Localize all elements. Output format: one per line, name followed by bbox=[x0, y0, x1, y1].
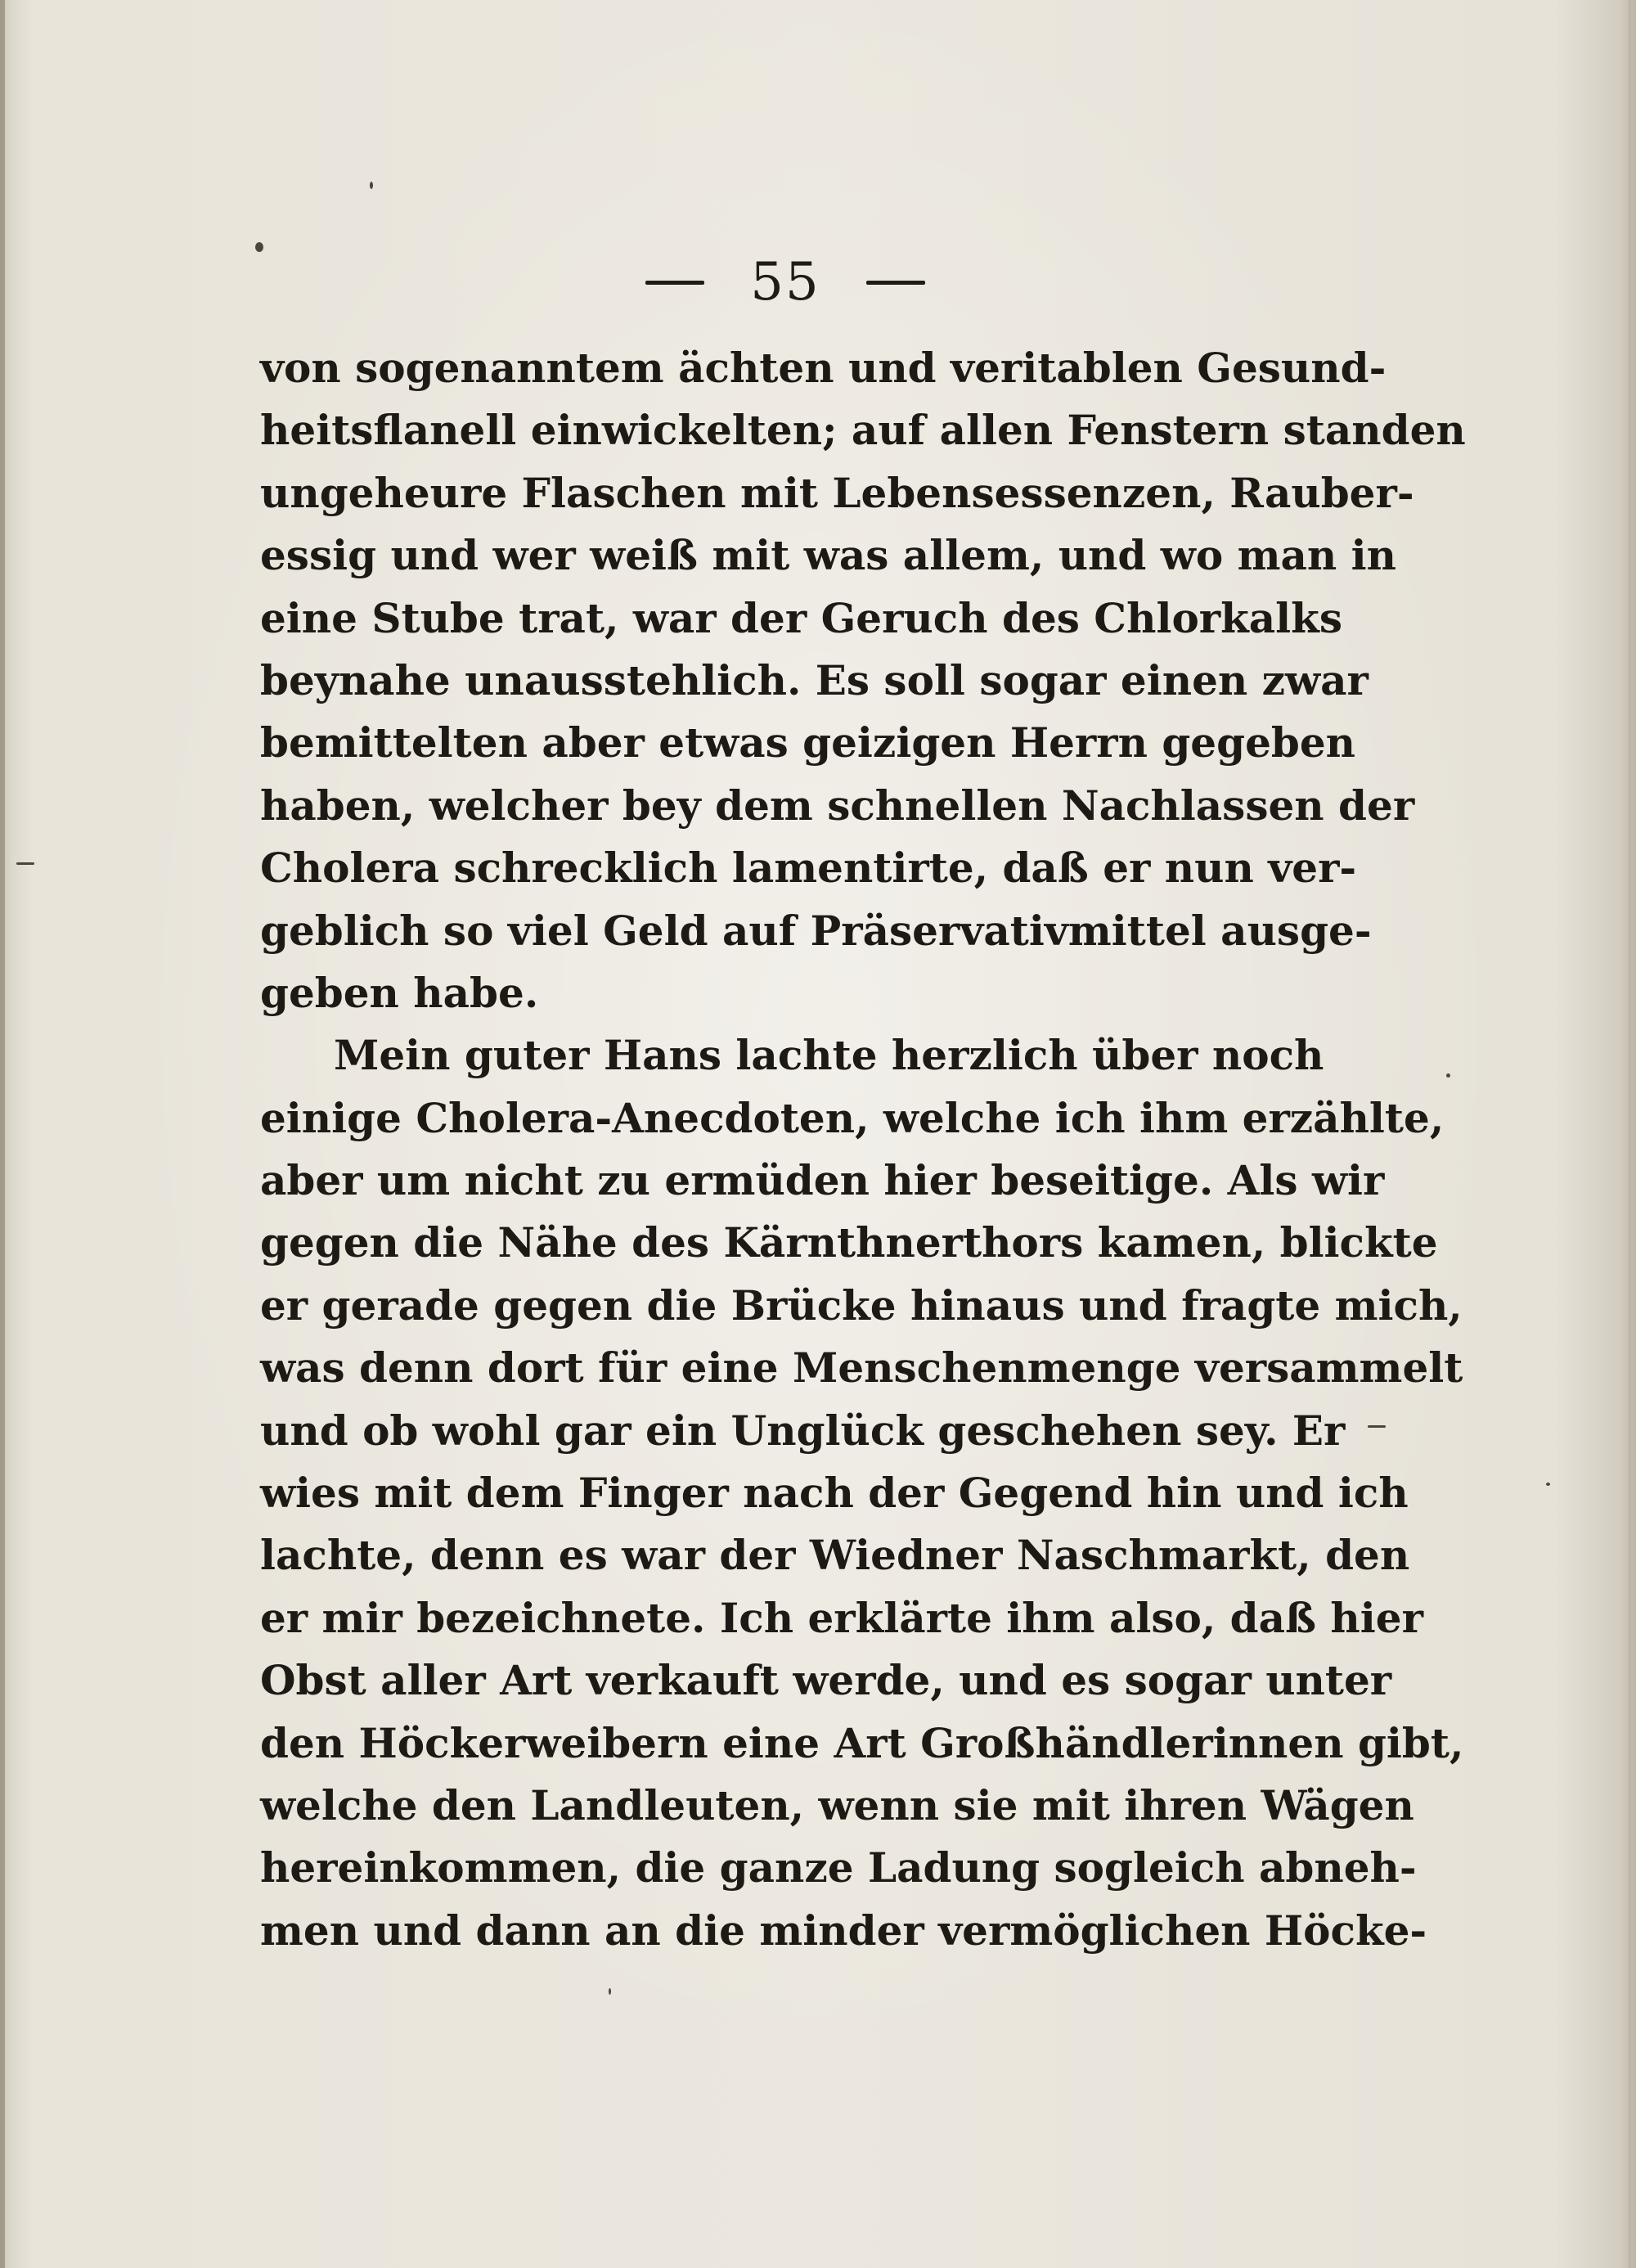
header-dash-right bbox=[866, 281, 925, 285]
text-line: gegen die Nähe des Kärnthnerthors kamen, blickte bbox=[260, 1218, 1438, 1267]
text-line: Cholera schrecklich lamentirte, daß er nun ver- bbox=[260, 844, 1357, 893]
ink-speck bbox=[1446, 1073, 1450, 1078]
header-dash-left bbox=[645, 281, 704, 285]
text-line: er gerade gegen die Brücke hinaus und fragte mich, bbox=[260, 1280, 1463, 1330]
text-line: men und dann an die minder vermöglichen Höcke- bbox=[260, 1906, 1427, 1955]
text-line: wies mit dem Finger nach der Gegend hin und ich bbox=[260, 1469, 1409, 1518]
text-line: essig und wer weiß mit was allem, und wo man in bbox=[260, 531, 1396, 580]
text-line: heitsflanell einwickelten; auf allen Fenstern standen bbox=[260, 406, 1466, 455]
text-line: geben habe. bbox=[260, 968, 539, 1017]
body-text bbox=[260, 337, 1466, 1962]
ink-speck bbox=[609, 1988, 611, 1995]
page-header bbox=[622, 245, 949, 319]
text-line: was denn dort für eine Menschenmenge versammelt bbox=[260, 1343, 1463, 1393]
text-line: hereinkommen, die ganze Ladung sogleich abneh- bbox=[260, 1843, 1417, 1892]
ink-speck bbox=[1368, 1425, 1386, 1428]
text-line-paragraph-start: Mein guter Hans lachte herzlich über noch bbox=[334, 1031, 1324, 1080]
ink-speck bbox=[370, 182, 373, 189]
text-line: und ob wohl gar ein Unglück geschehen sey. Er bbox=[260, 1406, 1346, 1455]
text-line: beynahe unausstehlich. Es soll sogar einen zwar bbox=[260, 655, 1369, 704]
text-line: aber um nicht zu ermüden hier beseitige. Als wir bbox=[260, 1156, 1385, 1205]
text-line: den Höckerweibern eine Art Großhändlerinnen gibt, bbox=[260, 1718, 1464, 1767]
ink-speck bbox=[255, 242, 263, 252]
ink-speck bbox=[16, 862, 34, 865]
ink-speck bbox=[1546, 1483, 1550, 1486]
page-number: 55 bbox=[750, 252, 820, 313]
text-line: von sogenanntem ächten und veritablen Gesund- bbox=[260, 344, 1387, 392]
text-line: eine Stube trat, war der Geruch des Chlorkalks bbox=[260, 593, 1342, 642]
text-line: welche den Landleuten, wenn sie mit ihren Wägen bbox=[260, 1780, 1414, 1829]
text-line: einige Cholera-Anecdoten, welche ich ihm erzählte, bbox=[260, 1093, 1445, 1142]
text-line: er mir bezeichnete. Ich erklärte ihm also, daß hier bbox=[260, 1593, 1423, 1642]
text-line: haben, welcher bey dem schnellen Nachlassen der bbox=[260, 781, 1415, 830]
text-line: Obst aller Art verkauft werde, und es sogar unter bbox=[260, 1656, 1392, 1705]
text-line: lachte, denn es war der Wiedner Naschmarkt, den bbox=[260, 1531, 1410, 1580]
text-line: geblich so viel Geld auf Präservativmittel ausge- bbox=[260, 906, 1372, 955]
text-line: bemittelten aber etwas geizigen Herrn gegeben bbox=[260, 718, 1356, 767]
text-line: ungeheure Flaschen mit Lebensessenzen, Rauber- bbox=[260, 468, 1414, 517]
